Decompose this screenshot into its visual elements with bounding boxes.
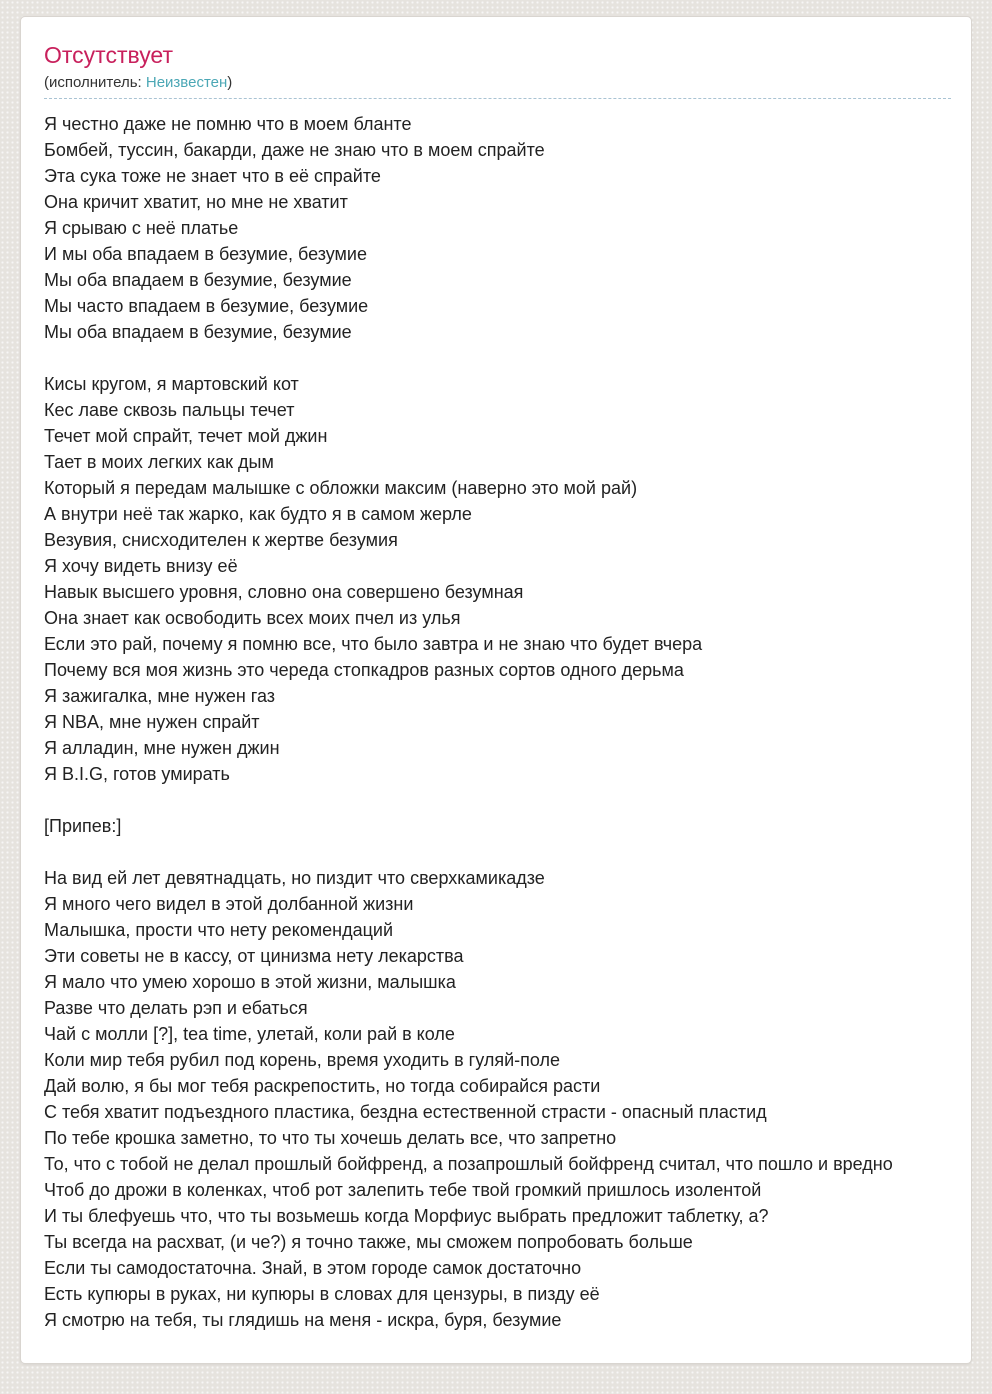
lyric-line: Бомбей, туссин, бакарди, даже не знаю что в моем спрайте xyxy=(44,140,545,160)
lyric-line: И мы оба впадаем в безумие, безумие xyxy=(44,244,367,264)
lyric-line: То, что с тобой не делал прошлый бойфренд, а позапрошлый бойфренд считал, что пошло и вредно xyxy=(44,1154,893,1174)
lyric-line: Я алладин, мне нужен джин xyxy=(44,738,280,758)
lyric-line: Я хочу видеть внизу её xyxy=(44,556,238,576)
lyric-line: Я NBA, мне нужен спрайт xyxy=(44,712,260,732)
lyric-line: Мы оба впадаем в безумие, безумие xyxy=(44,322,352,342)
lyric-line: Дай волю, я бы мог тебя раскрепостить, но тогда собирайся расти xyxy=(44,1076,601,1096)
lyric-line: Кисы кругом, я мартовский кот xyxy=(44,374,299,394)
lyrics-panel xyxy=(20,16,972,1364)
lyric-line: Я честно даже не помню что в моем бланте xyxy=(44,114,412,134)
lyric-line: Мы оба впадаем в безумие, безумие xyxy=(44,270,352,290)
lyric-line: Который я передам малышке с обложки максим (наверно это мой рай) xyxy=(44,478,638,498)
artist-label-prefix: (исполнитель: xyxy=(44,74,146,91)
lyric-line: Навык высшего уровня, словно она совершено безумная xyxy=(44,582,524,602)
lyric-line: Если ты самодостаточна. Знай, в этом городе самок достаточно xyxy=(44,1258,582,1278)
artist-link[interactable]: Неизвестен xyxy=(145,74,228,91)
lyric-line: По тебе крошка заметно, то что ты хочешь делать все, что запретно xyxy=(44,1128,617,1148)
lyric-line: С тебя хватит подъездного пластика, бездна естественной страсти - опасный пластид xyxy=(44,1102,767,1122)
lyric-line: На вид ей лет девятнадцать, но пиздит что сверхкамикадзе xyxy=(44,868,545,888)
lyric-line: Течет мой спрайт, течет мой джин xyxy=(44,426,328,446)
song-header xyxy=(44,41,951,99)
lyric-line: Она знает как освободить всех моих пчел из улья xyxy=(44,608,461,628)
lyric-line: Коли мир тебя рубил под корень, время уходить в гуляй-поле xyxy=(44,1050,560,1070)
lyric-line: А внутри неё так жарко, как будто я в самом жерле xyxy=(44,504,472,524)
lyric-line: Везувия, снисходителен к жертве безумия xyxy=(44,530,398,550)
lyric-line: Малышка, прости что нету рекомендаций xyxy=(44,920,394,940)
lyric-line: И ты блефуешь что, что ты возьмешь когда Морфиус выбрать предложит таблетку, а? xyxy=(44,1206,769,1226)
lyric-line: Ты всегда на расхват, (и че?) я точно также, мы сможем попробовать больше xyxy=(44,1232,693,1252)
lyric-line: Есть купюры в руках, ни купюры в словах для цензуры, в пизду её xyxy=(44,1284,600,1304)
lyric-line: [Припев:] xyxy=(44,816,122,836)
lyric-line: Мы часто впадаем в безумие, безумие xyxy=(44,296,369,316)
lyric-line: Эти советы не в кассу, от цинизма нету лекарства xyxy=(44,946,464,966)
lyric-line: Тает в моих легких как дым xyxy=(44,452,274,472)
lyric-line: Она кричит хватит, но мне не хватит xyxy=(44,192,348,212)
lyric-line: Я смотрю на тебя, ты глядишь на меня - искра, буря, безумие xyxy=(44,1310,562,1330)
lyric-line: Я B.I.G, готов умирать xyxy=(44,764,230,784)
lyric-line: Я мало что умею хорошо в этой жизни, малышка xyxy=(44,972,456,992)
lyric-line: Чай с молли [?], tea time, улетай, коли рай в коле xyxy=(44,1024,455,1044)
lyric-line xyxy=(44,839,951,865)
artist-label-suffix: ) xyxy=(227,74,233,91)
lyric-line: Разве что делать рэп и ебаться xyxy=(44,998,308,1018)
lyric-line: Эта сука тоже не знает что в её спрайте xyxy=(44,166,381,186)
lyric-line: Почему вся моя жизнь это череда стопкадров разных сортов одного дерьма xyxy=(44,660,684,680)
lyric-line: Я срываю с неё платье xyxy=(44,218,239,238)
lyric-line xyxy=(44,787,951,813)
lyric-line: Кес лаве сквозь пальцы течет xyxy=(44,400,295,420)
artist-line xyxy=(44,73,951,92)
lyric-line xyxy=(44,345,951,371)
lyric-line: Если это рай, почему я помню все, что было завтра и не знаю что будет вчера xyxy=(44,634,703,654)
lyric-line: Я зажигалка, мне нужен газ xyxy=(44,686,276,706)
page-title: Отсутствует xyxy=(44,42,173,68)
lyric-line: Чтоб до дрожи в коленках, чтоб рот залепить тебе твой громкий пришлось изолентой xyxy=(44,1180,762,1200)
lyrics-text xyxy=(44,111,951,1333)
lyric-line: Я много чего видел в этой долбанной жизни xyxy=(44,894,414,914)
